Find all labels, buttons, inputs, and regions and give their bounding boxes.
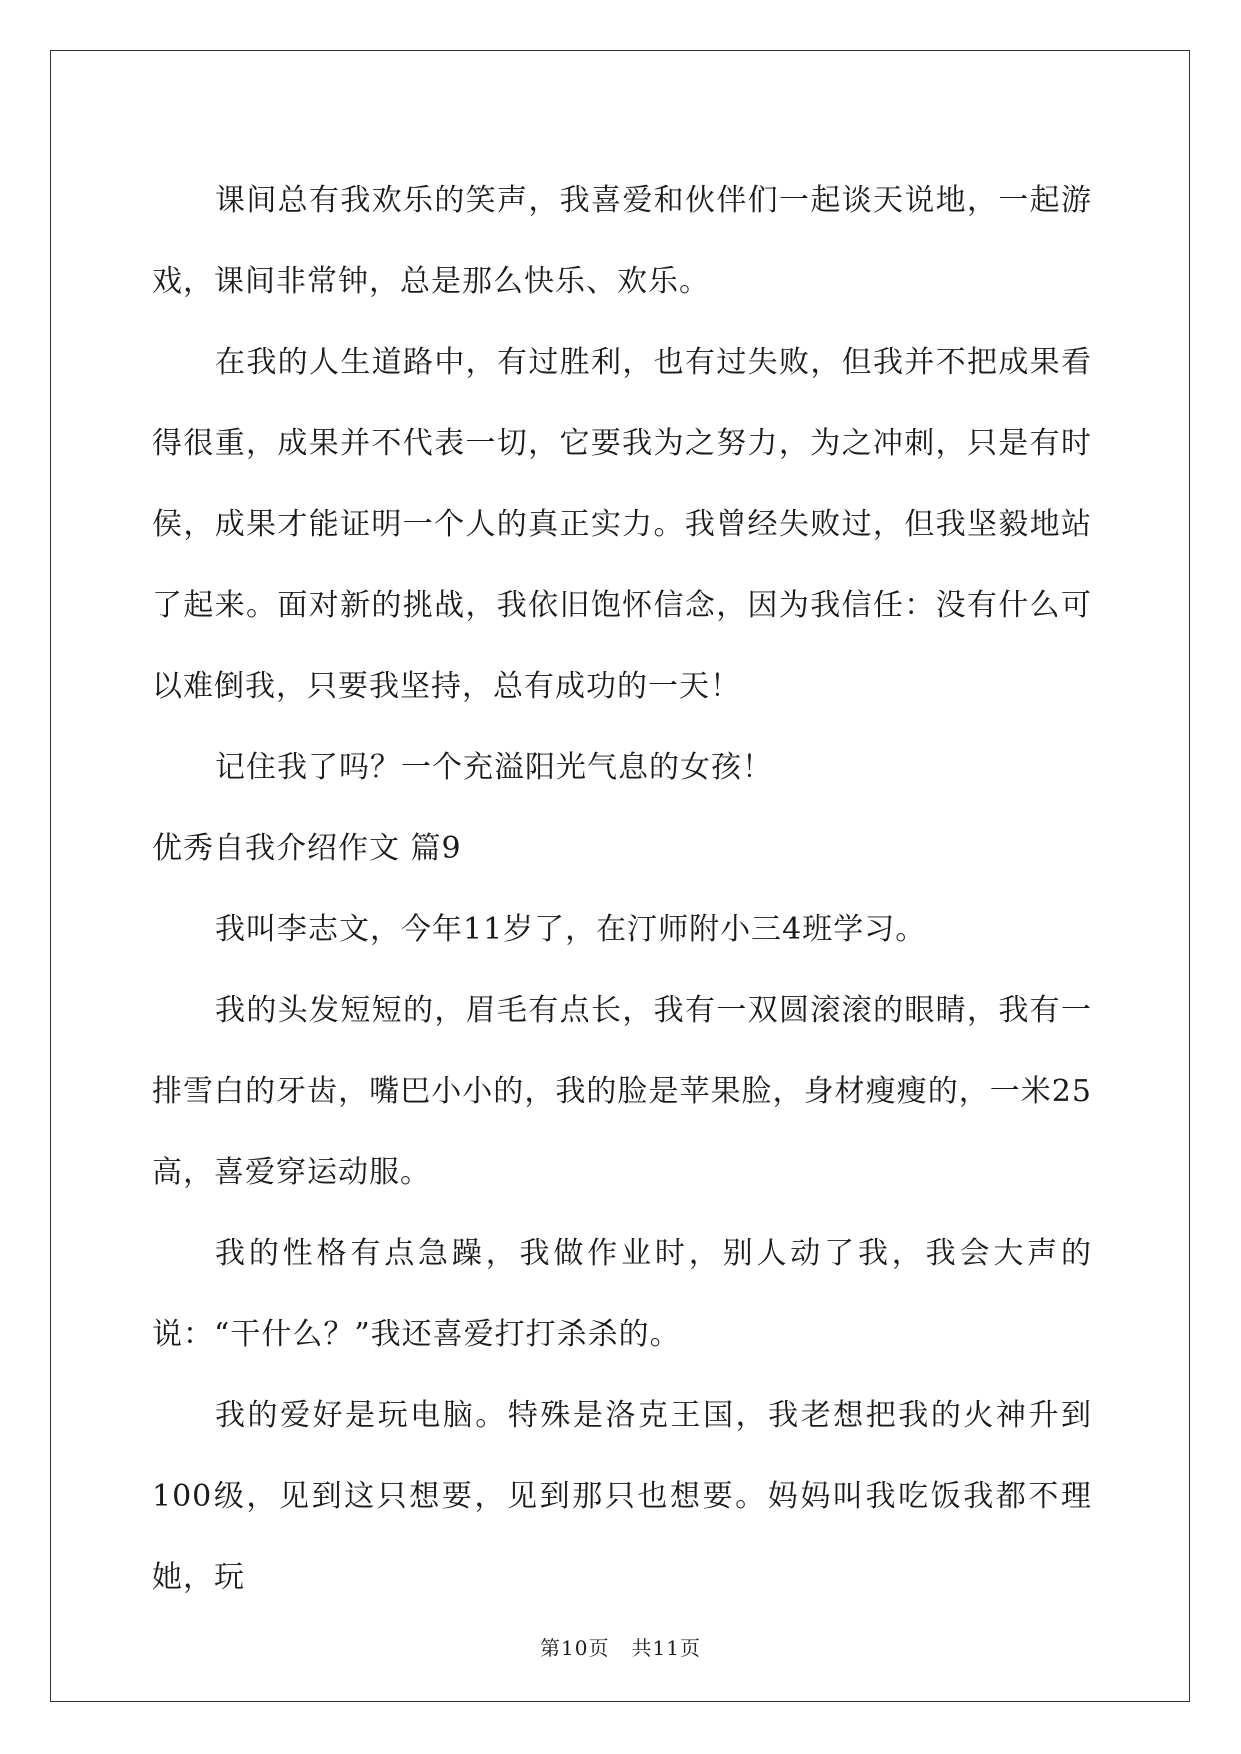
paragraph: 在我的人生道路中，有过胜利，也有过失败，但我并不把成果看得很重，成果并不代表一切，它要我为之努力，为之冲刺，只是有时侯，成果才能证明一个人的真正实力。我曾经失败过，但我坚毅地站了起来。面对新的挑战，我依旧饱怀信念，因为我信任：没有什么可以难倒我，只要我坚持，总有成功的一天！ <box>152 345 1092 704</box>
total-page-count: 共11页 <box>631 1636 701 1660</box>
section-heading: 优秀自我介绍作文 篇9 <box>152 831 462 866</box>
paragraph: 我的头发短短的，眉毛有点长，我有一双圆滚滚的眼睛，我有一排雪白的牙齿，嘴巴小小的，我的脸是苹果脸，身材瘦瘦的，一米25高，喜爱穿运动服。 <box>152 993 1092 1190</box>
current-page-number: 第10页 <box>540 1636 610 1660</box>
paragraph: 我的爱好是玩电脑。特殊是洛克王国，我老想把我的火神升到100级，见到这只想要，见到那只也想要。妈妈叫我吃饭我都不理她，玩 <box>152 1398 1092 1595</box>
paragraph: 我的性格有点急躁，我做作业时，别人动了我，我会大声的说：“干什么？”我还喜爱打打杀杀的。 <box>152 1236 1092 1352</box>
page-footer <box>0 1632 1241 1661</box>
document-body <box>152 160 1092 1618</box>
paragraph: 记住我了吗？一个充溢阳光气息的女孩！ <box>215 750 773 785</box>
paragraph: 课间总有我欢乐的笑声，我喜爱和伙伴们一起谈天说地，一起游戏，课间非常钟，总是那么快乐、欢乐。 <box>152 183 1092 299</box>
paragraph: 我叫李志文，今年11岁了，在汀师附小三4班学习。 <box>215 912 927 947</box>
